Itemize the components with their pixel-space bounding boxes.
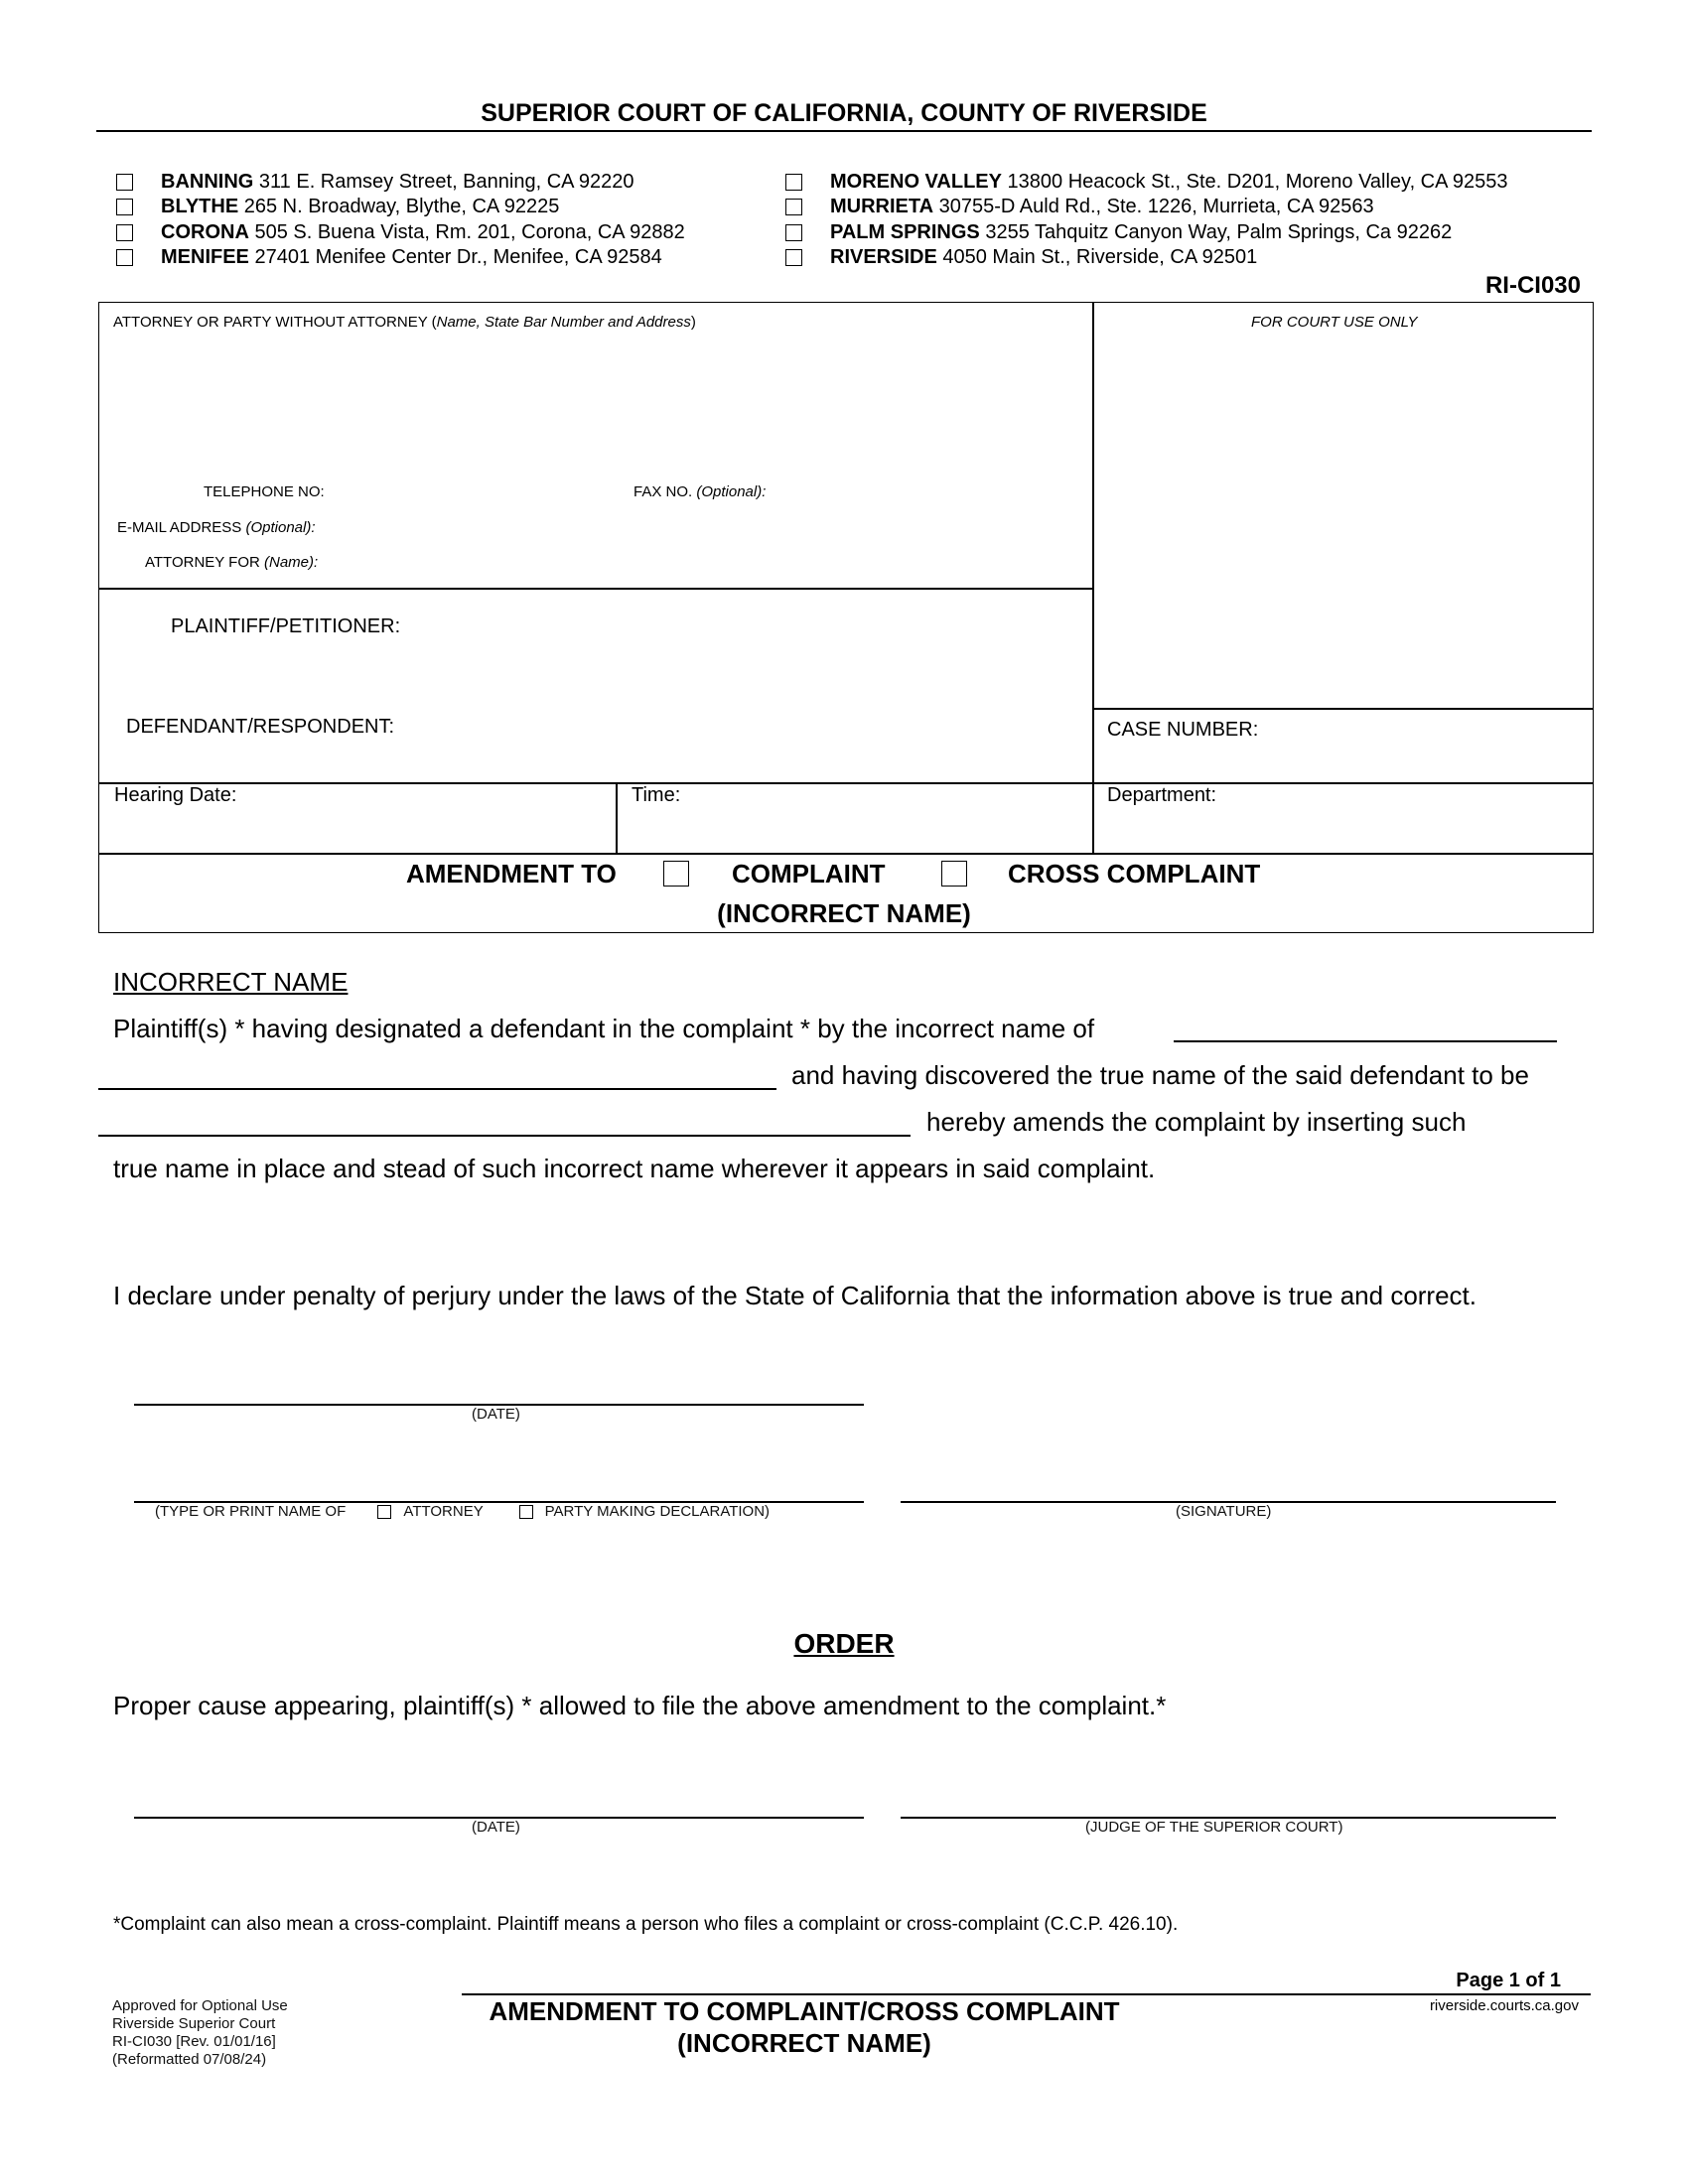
footer-approval-line-4: (Reformatted 07/08/24) <box>112 2051 267 2068</box>
hearing-divider-1 <box>616 782 618 854</box>
amendment-to-label: AMENDMENT TO <box>406 859 617 888</box>
case-number-label[interactable]: CASE NUMBER: <box>1107 719 1259 741</box>
court-use-divider <box>1092 302 1094 854</box>
telephone-label[interactable]: TELEPHONE NO: <box>204 483 325 500</box>
location-blythe: BLYTHE 265 N. Broadway, Blythe, CA 92225 <box>161 196 559 218</box>
location-murrieta: MURRIETA 30755-D Auld Rd., Ste. 1226, Murrieta, CA 92563 <box>830 196 1374 218</box>
attorney-label: ATTORNEY OR PARTY WITHOUT ATTORNEY (Name, State Bar Number and Address) <box>113 314 696 331</box>
location-corona: CORONA 505 S. Buena Vista, Rm. 201, Corona, CA 92882 <box>161 221 685 244</box>
order-heading: ORDER <box>793 1628 895 1659</box>
hearing-divider-2 <box>1092 782 1094 854</box>
murrieta-checkbox[interactable] <box>785 199 802 215</box>
attorney-section-rule <box>98 588 1093 590</box>
footer-title-line-2: (INCORRECT NAME) <box>677 2028 931 2058</box>
menifee-checkbox[interactable] <box>116 249 133 266</box>
incorrect-name-blank-2[interactable] <box>98 1088 776 1090</box>
defendant-label[interactable]: DEFENDANT/RESPONDENT: <box>126 716 395 738</box>
page-number: Page 1 of 1 <box>1456 1970 1561 1991</box>
signature-caption: (SIGNATURE) <box>1176 1503 1272 1520</box>
title-block-rule <box>98 853 1594 855</box>
hearing-row-top-rule <box>98 782 1594 784</box>
location-menifee: MENIFEE 27401 Menifee Center Dr., Menifee, CA 92584 <box>161 246 662 269</box>
footer-form-title <box>382 1995 1226 2059</box>
department-label[interactable]: Department: <box>1107 784 1217 806</box>
moreno-valley-checkbox[interactable] <box>785 174 802 191</box>
location-palm-springs: PALM SPRINGS 3255 Tahquitz Canyon Way, Palm Springs, Ca 92262 <box>830 221 1452 244</box>
corona-checkbox[interactable] <box>116 224 133 241</box>
complaint-label: COMPLAINT <box>732 859 886 888</box>
footer-approval <box>112 1997 288 2069</box>
body-line-2: and having discovered the true name of the said defendant to be <box>791 1060 1529 1090</box>
declaration-date-caption: (DATE) <box>472 1406 520 1423</box>
incorrect-name-subtitle: (INCORRECT NAME) <box>717 898 971 928</box>
palm-springs-checkbox[interactable] <box>785 224 802 241</box>
body-line-3: hereby amends the complaint by inserting such <box>926 1107 1467 1137</box>
header-rule <box>96 130 1592 132</box>
blythe-checkbox[interactable] <box>116 199 133 215</box>
body-line-4: true name in place and stead of such incorrect name wherever it appears in said complaint. <box>113 1154 1156 1183</box>
complaint-checkbox[interactable] <box>663 861 689 887</box>
email-label[interactable]: E-MAIL ADDRESS (Optional): <box>117 519 316 536</box>
location-riverside: RIVERSIDE 4050 Main St., Riverside, CA 92501 <box>830 246 1257 269</box>
location-banning: BANNING 311 E. Ramsey Street, Banning, CA 92220 <box>161 171 634 194</box>
incorrect-name-blank[interactable] <box>1174 1040 1557 1042</box>
riverside-checkbox[interactable] <box>785 249 802 266</box>
order-text: Proper cause appearing, plaintiff(s) * allowed to file the above amendment to the complaint.* <box>113 1691 1167 1720</box>
footer-approval-line-3: RI-CI030 [Rev. 01/01/16] <box>112 2033 276 2050</box>
footer-approval-line-2: Riverside Superior Court <box>112 2015 276 2032</box>
party-checkbox[interactable] <box>519 1505 533 1519</box>
banning-checkbox[interactable] <box>116 174 133 191</box>
plaintiff-label[interactable]: PLAINTIFF/PETITIONER: <box>171 615 401 637</box>
order-date-caption: (DATE) <box>472 1819 520 1836</box>
case-number-rule <box>1092 708 1594 710</box>
print-name-caption: (TYPE OR PRINT NAME OF ATTORNEY PARTY MAKING DECLARATION) <box>155 1503 771 1520</box>
footer-website[interactable]: riverside.courts.ca.gov <box>1429 1997 1579 2014</box>
attorney-checkbox[interactable] <box>377 1505 391 1519</box>
footnote: *Complaint can also mean a cross-complaint. Plaintiff means a person who files a complaint or cross-complaint (C.C.P. 426.10). <box>113 1914 1179 1935</box>
incorrect-name-heading: INCORRECT NAME <box>113 967 349 997</box>
attorney-for-label[interactable]: ATTORNEY FOR (Name): <box>145 554 319 571</box>
footer-approval-line-1: Approved for Optional Use <box>112 1997 288 2014</box>
court-title: SUPERIOR COURT OF CALIFORNIA, COUNTY OF RIVERSIDE <box>481 99 1207 127</box>
cross-complaint-label: CROSS COMPLAINT <box>1008 859 1261 888</box>
true-name-blank[interactable] <box>98 1135 911 1137</box>
judge-caption: (JUDGE OF THE SUPERIOR COURT) <box>1085 1819 1343 1836</box>
hearing-date-label[interactable]: Hearing Date: <box>114 784 237 806</box>
footer-title-line-1: AMENDMENT TO COMPLAINT/CROSS COMPLAINT <box>489 1996 1120 2026</box>
body-line-1: Plaintiff(s) * having designated a defendant in the complaint * by the incorrect name of <box>113 1014 1095 1043</box>
cross-complaint-checkbox[interactable] <box>941 861 967 887</box>
declaration-text: I declare under penalty of perjury under the laws of the State of California that the information above is true and correct. <box>113 1281 1477 1310</box>
time-label[interactable]: Time: <box>632 784 681 806</box>
location-moreno-valley: MORENO VALLEY 13800 Heacock St., Ste. D201, Moreno Valley, CA 92553 <box>830 171 1508 194</box>
fax-label[interactable]: FAX NO. (Optional): <box>633 483 767 500</box>
form-number: RI-CI030 <box>1484 272 1581 299</box>
court-use-label: FOR COURT USE ONLY <box>1251 314 1418 331</box>
